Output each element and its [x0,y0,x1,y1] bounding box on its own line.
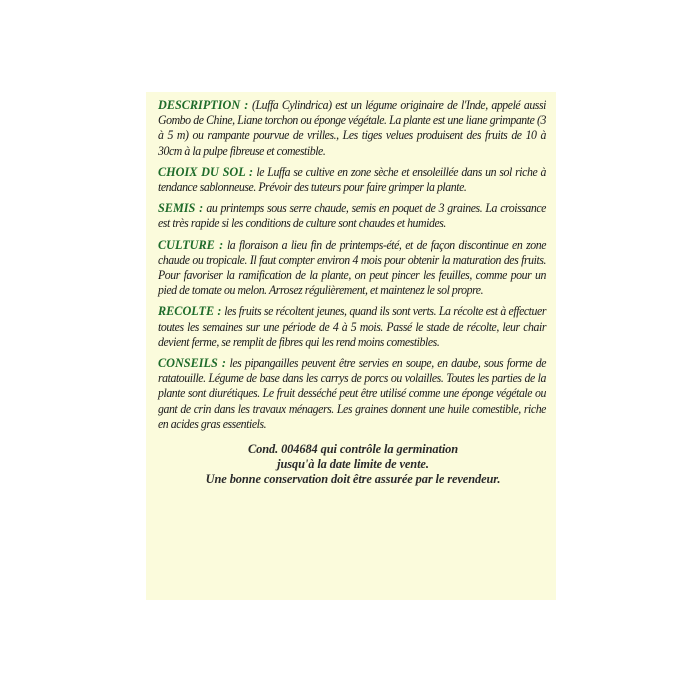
section-heading: CONSEILS : [158,356,226,371]
notice-line: Cond. 004684 qui contrôle la germination [247,442,459,457]
section-heading: CHOIX DU SOL : [158,164,254,179]
seed-packet-text-card [146,92,556,600]
germination-notice [158,442,548,487]
section-text: la floraison a lieu fin de printemps-été, et de façon discontinue en zone chaude ou tropicale. Il faut compter environ 4 mois pour obtenir la maturation des fruits. Pour favoriser la ramification de la plante, on peut pincer les feuilles, comme pour un pied de tomate ou melon. Arrosez régulièrement, et maintenez le sol propre. [158,237,547,298]
section-text: au printemps sous serre chaude, semis en poquet de 3 graines. La croissance est très rapide si les conditions de culture sont chaudes et humides. [158,201,546,231]
section-harvest [158,304,546,350]
notice-line: jusqu'à la date limite de vente. [277,457,429,472]
section-heading: RECOLTE : [158,304,222,319]
section-text: le Luffa se cultive en zone sèche et ensoleillée dans un sol riche à tendance sablonneuse. Prévoir des tuteurs pour faire grimper la plante. [158,164,546,195]
section-culture [158,238,546,299]
section-sowing [158,201,546,231]
section-heading: SEMIS : [158,201,204,216]
section-text: les pipangailles peuvent être servies en soupe, en daube, sous forme de ratatouille. Légume de base dans les carrys de porcs ou volailles. Toutes les parties de la plante sont diurétiques. Le fruit desséché peut être utilisé comme une éponge végétale ou gant de crin dans les travaux ménagers. Les graines donnent une huile comestible, riche en acides gras essentiels. [158,356,547,431]
section-text: les fruits se récoltent jeunes, quand ils sont verts. La récolte est à effectuer toutes les semaines sur une période de 4 à 5 mois. Passé le stade de récolte, leur chair devient ferme, se remplit de fibres qui les rend moins comestibles. [158,304,546,349]
section-heading: DESCRIPTION : [158,98,249,112]
section-soil [158,165,546,195]
section-advice [158,356,546,432]
section-heading: CULTURE : [158,237,224,252]
section-text: (Luffa Cylindrica) est un légume originaire de l'Inde, appelé aussi Gombo de Chine, Liane torchon ou éponge végétale. La plante est une liane grimpante (3 à 5 m) ou rampante pourvue de vrilles., Les tiges velues produisent des fruits de 10 à 30cm à la pulpe fibreuse et comestible. [158,98,546,158]
section-description [158,98,546,159]
notice-line: Une bonne conservation doit être assurée par le revendeur. [205,472,501,487]
